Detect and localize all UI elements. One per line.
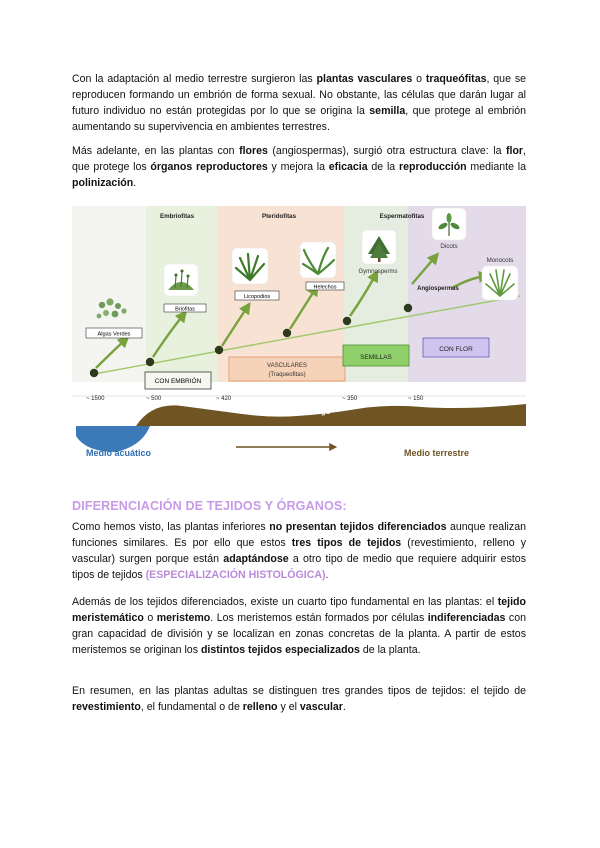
land-profile [136,404,526,426]
paragraph-vasculares [72,71,526,135]
plant-evolution-figure [72,204,528,466]
box-vasculares-label: VASCULARES [267,363,307,369]
bold-term: traqueófitas [425,73,487,85]
bold-term: relleno [242,701,278,713]
monocots-illustration [482,266,518,300]
bold-term: tejido meristemático [72,596,526,624]
text: . [342,701,346,713]
bold-term: flor [505,145,524,157]
paragraph-resumen [72,683,526,715]
bold-term: plantas vasculares [316,73,413,85]
tick-500: ~ 500 [146,396,162,402]
bold-term: polinización [72,177,134,189]
node-helechos [283,329,291,337]
text: o [143,612,157,624]
gymnosperms-illustration [362,230,396,264]
text: . [133,177,137,189]
box-semillas-label: SEMILLAS [360,354,392,361]
text: a otro tipo de medio que requiere adquirir estos tipos de tejidos [72,553,526,581]
paragraph-flores [72,143,526,191]
node-espermatofitas [343,317,351,325]
briofitas-illustration [164,264,198,296]
tick-150: ~ 150 [408,396,424,402]
licopodios-label: Licopodios [243,293,271,300]
licopodios-illustration [232,248,268,284]
node-algae [90,369,98,377]
text: con gran capacidad de división y se localizan en zonas concretas de la planta. A partir de estos meristemos se originan los [72,612,527,656]
paragraph-meristemo [72,594,526,658]
text: En resumen, en las plantas adultas se distinguen tres grandes tipos de tejidos: el tejido de [72,685,526,697]
briofitas-label: Briofitas [175,306,195,313]
angiospermas-label: Angiospermas [417,286,459,292]
band-label-espermatofitas: Espermatofitas [379,213,425,220]
text: . [325,569,329,581]
text: y mejora la [267,161,329,173]
text: de la [367,161,399,173]
axis-label: million years ago [265,407,331,416]
bold-term: eficacia [328,161,368,173]
text: , que se reproducen formando un embrión de forma sexual. No obstante, las células que darán lugar al futuro individuo no están protegidas por lo que se origina la [72,73,527,117]
text: , que protege los [72,145,526,173]
tick-1500: ~ 1500 [86,396,105,402]
text: o [412,73,426,85]
text: y el [277,701,300,713]
dicots-label: Dicots [440,243,458,250]
text: aunque realizan funciones similares. Es por ello que estos [72,521,526,549]
text: , que protege al embrión aumentando su supervivencia en ambientes terrestres. [72,105,527,133]
bold-term: semilla [369,105,406,117]
text: Con la adaptación al medio terrestre surgieron las [72,73,317,85]
gymnosperms-label: Gymnosperms [358,269,398,275]
text: Como hemos visto, las plantas inferiores [72,521,270,533]
text: (angiospermas), surgió otra estructura clave: la [267,145,506,157]
text: , el fundamental o de [140,701,243,713]
node-licopodios [215,346,223,354]
band-label-pteridofitas: Pteridofitas [261,213,297,220]
bold-term: distintos tejidos especializados [200,644,360,656]
band-label-embriofitas: Embriofitas [159,213,195,220]
dicots-illustration [432,208,466,240]
text: Además de los tejidos diferenciados, existe un cuarto tipo fundamental en las plantas: el [72,596,498,608]
text: . Los meristemos están formados por células [210,612,428,624]
section-heading: DIFERENCIACIÓN DE TEJIDOS Y ÓRGANOS: [72,499,347,513]
monocots-label: Monocots [486,257,514,264]
bold-term: flores [239,145,268,157]
box-con-embrion-label: CON EMBRIÓN [154,378,202,385]
bold-term: indiferenciadas [427,612,506,624]
bold-term: no presentan tejidos diferenciados [269,521,447,533]
helechos-label: Helechos [313,284,337,291]
text: (revestimiento, relleno y vascular) surgen porque están [72,537,526,565]
helechos-illustration [300,242,336,278]
box-con-flor-label: CON FLOR [439,346,473,353]
bold-term: tres tipos de tejidos [291,537,402,549]
algae-label: Algas Verdes [97,331,131,338]
node-angiospermas [404,304,412,312]
box-traqueofitas-label: (Traqueofitas) [268,372,306,378]
bold-term: meristemo [156,612,211,624]
text: de la planta. [359,644,421,656]
highlight-term: (ESPECIALIZACIÓN HISTOLÓGICA) [145,569,326,581]
bold-term: órganos reproductores [150,161,268,173]
bold-term: reproducción [398,161,467,173]
text: Más adelante, en las plantas con [72,145,240,157]
bold-term: vascular [299,701,343,713]
node-embriofitas [146,358,154,366]
bold-term: adaptándose [223,553,289,565]
text: mediante la [466,161,526,173]
medio-acuatico-label: Medio acuático [86,448,152,458]
tick-420: ~ 420 [216,396,232,402]
tick-350: ~ 350 [342,396,358,402]
bold-term: revestimiento [72,701,141,713]
paragraph-tejidos [72,519,526,583]
medio-terrestre-label: Medio terrestre [404,448,470,458]
